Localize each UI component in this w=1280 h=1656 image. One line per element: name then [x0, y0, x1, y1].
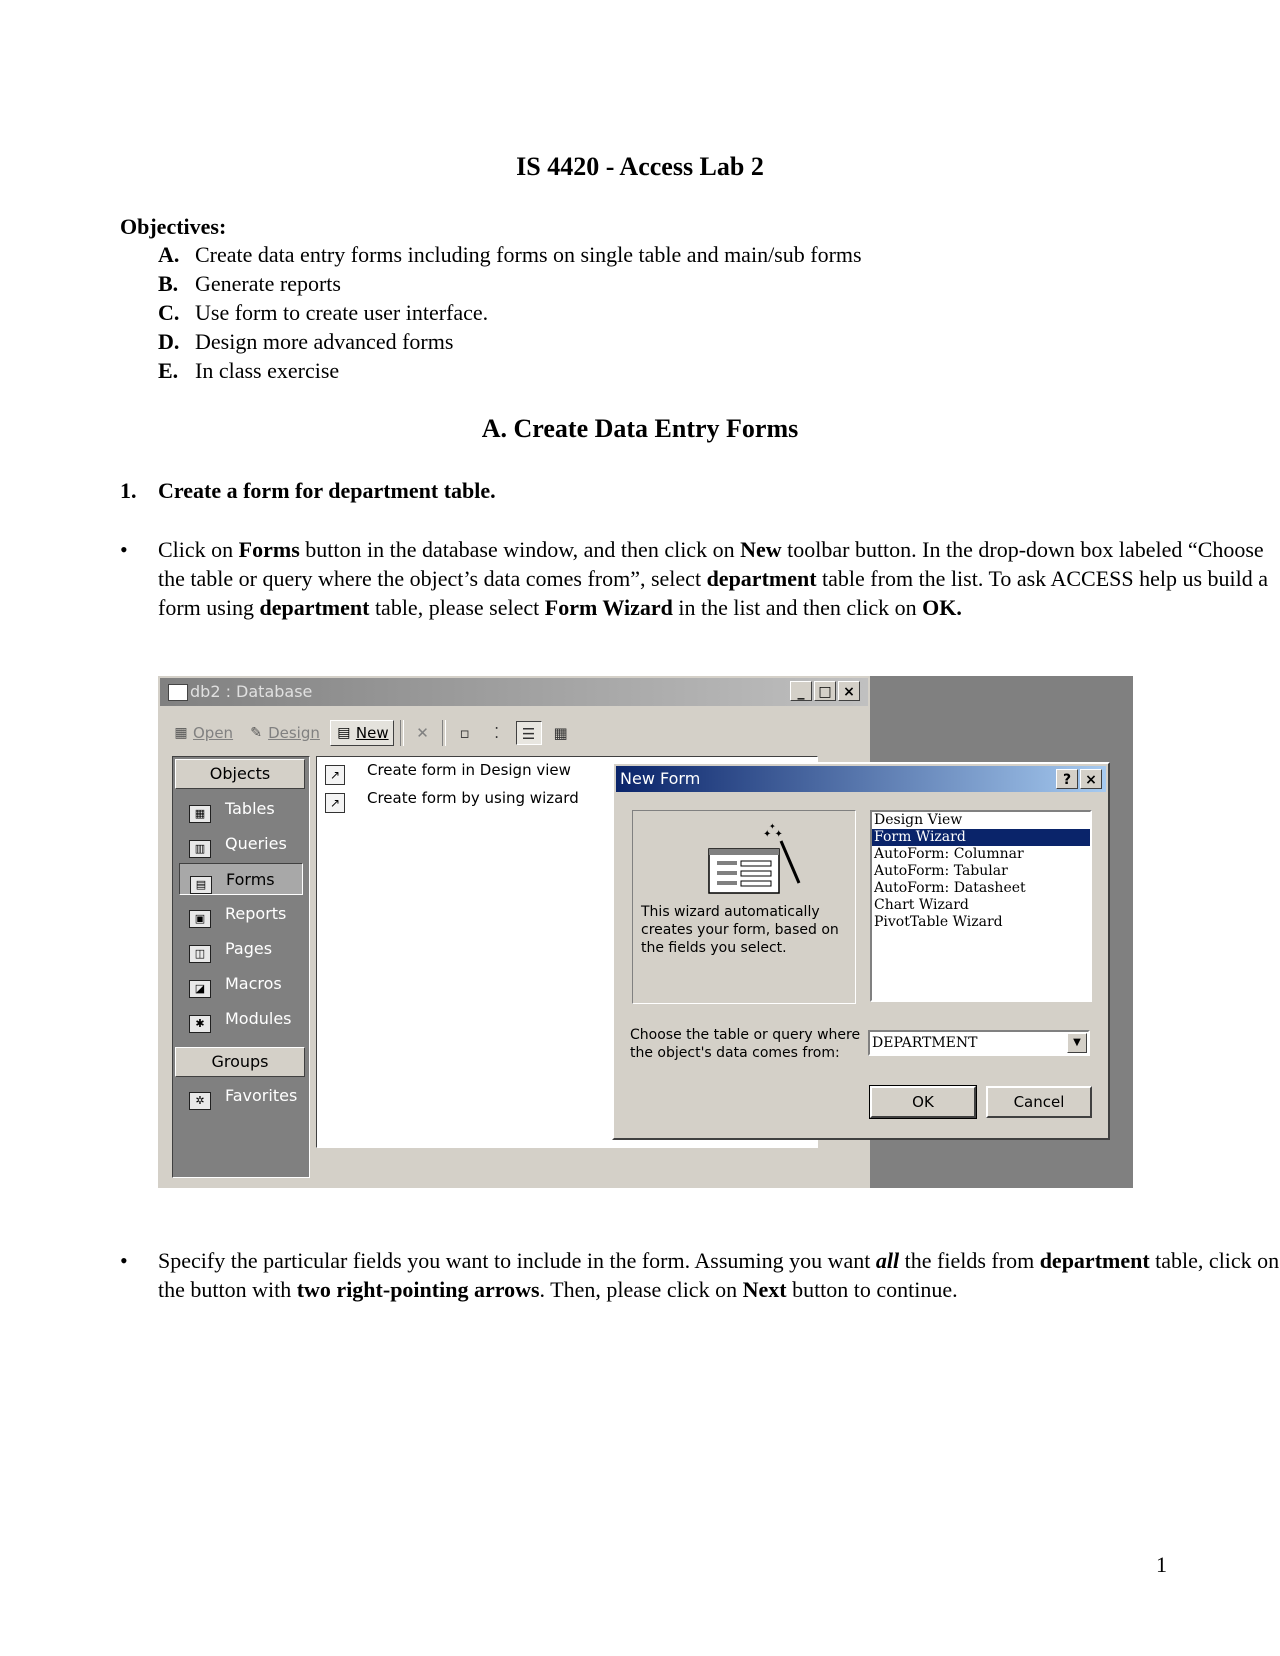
text-run: Specify the particular fields you want to include in the form. Assuming you want	[158, 1248, 876, 1273]
svg-text:✦: ✦	[769, 823, 776, 831]
instruction-text	[158, 1246, 1280, 1304]
form-type-option[interactable]: Design View	[874, 812, 963, 828]
chevron-down-icon[interactable]: ▼	[1067, 1033, 1087, 1053]
objectives-list	[158, 240, 862, 385]
ok-button[interactable]: OK	[870, 1086, 976, 1118]
objective-item	[158, 327, 862, 356]
objects-bar	[172, 756, 310, 1178]
object-label: Reports	[225, 904, 287, 923]
open-label: Open	[193, 724, 234, 742]
objective-item	[158, 269, 862, 298]
design-label: Design	[268, 724, 320, 742]
delete-icon[interactable]: ✕	[416, 724, 429, 742]
combo-value: DEPARTMENT	[872, 1035, 978, 1051]
objective-letter: C.	[158, 300, 180, 325]
bold-run: department	[706, 566, 817, 591]
objective-text: Create data entry forms including forms on single table and main/sub forms	[195, 242, 862, 267]
objectives-heading: Objectives:	[120, 214, 227, 239]
small-icons-icon[interactable]: ⁚	[494, 724, 499, 742]
favorites-icon: ✲	[189, 1092, 211, 1110]
step-text: Create a form for department table.	[158, 478, 496, 503]
objects-header-button[interactable]: Objects	[175, 759, 305, 789]
new-button[interactable]	[330, 720, 394, 746]
page-number: 1	[1156, 1552, 1167, 1577]
form-wizard-icon	[705, 823, 805, 895]
report-icon: ▣	[189, 910, 211, 928]
database-icon	[168, 684, 188, 701]
new-form-titlebar	[616, 766, 1106, 792]
object-label: Pages	[225, 939, 273, 958]
text-run: Click on	[158, 537, 239, 562]
group-label: Favorites	[225, 1086, 298, 1105]
section-title: A. Create Data Entry Forms	[481, 414, 799, 443]
help-button[interactable]: ?	[1056, 769, 1078, 789]
bold-run: department	[259, 595, 370, 620]
new-icon: ▤	[337, 725, 351, 741]
text-run: the fields from	[899, 1248, 1040, 1273]
access-screenshot	[158, 676, 1133, 1188]
object-queries[interactable]	[179, 828, 303, 860]
cancel-button[interactable]: Cancel	[986, 1086, 1092, 1118]
toolbar-separator	[442, 720, 446, 746]
open-icon: ▦	[174, 725, 188, 741]
form-type-option[interactable]: AutoForm: Columnar	[874, 846, 1024, 862]
wizard-description: This wizard automatically creates your form, based on the fields you select.	[641, 904, 839, 956]
form-type-option[interactable]: AutoForm: Datasheet	[874, 880, 1026, 896]
object-label: Macros	[225, 974, 282, 993]
text-run: button to continue.	[786, 1277, 958, 1302]
text-run: in the list and then click on	[672, 595, 923, 620]
design-icon: ✎	[250, 725, 262, 741]
database-titlebar	[160, 678, 868, 706]
maximize-button[interactable]: □	[814, 681, 836, 701]
bold-run: Forms	[238, 537, 300, 562]
object-pages[interactable]	[179, 933, 303, 965]
bold-run: department	[1039, 1248, 1150, 1273]
step-heading	[120, 478, 496, 504]
wizard-description-panel	[632, 810, 856, 1004]
objective-letter: E.	[158, 358, 179, 383]
query-icon: ▥	[189, 840, 211, 858]
page-icon: ◫	[189, 945, 211, 963]
bold-run: Next	[742, 1277, 787, 1302]
new-label: New	[355, 724, 389, 742]
objective-letter: A.	[158, 242, 180, 267]
object-label: Tables	[225, 799, 275, 818]
objective-text: Use form to create user interface.	[195, 300, 489, 325]
form-icon: ▤	[190, 876, 212, 894]
shortcut-icon: ↗	[325, 793, 345, 813]
object-modules[interactable]	[179, 1003, 303, 1035]
database-toolbar	[168, 716, 574, 750]
module-icon: ✱	[189, 1015, 211, 1033]
text-run: table, click on the button with	[158, 1248, 1280, 1302]
bullet-symbol: •	[120, 537, 128, 562]
object-forms[interactable]	[179, 863, 303, 895]
text-run: . Then, please click on	[539, 1277, 743, 1302]
macro-icon: ◪	[189, 980, 211, 998]
objective-item	[158, 298, 862, 327]
text-run: table, please select	[369, 595, 545, 620]
list-view-icon[interactable]: ☰	[516, 721, 542, 745]
text-run: table from the list. To ask ACCESS help us build a form using	[158, 566, 1269, 620]
objective-letter: D.	[158, 329, 180, 354]
toolbar-separator	[400, 720, 404, 746]
objective-text: Design more advanced forms	[195, 329, 454, 354]
object-label: Queries	[225, 834, 287, 853]
new-form-dialog	[612, 762, 1110, 1140]
objective-item	[158, 356, 862, 385]
bullet-symbol: •	[120, 1248, 128, 1273]
object-macros[interactable]	[179, 968, 303, 1000]
choose-table-label: Choose the table or query where the object's data comes from:	[630, 1027, 861, 1061]
instruction-text	[158, 535, 1280, 622]
form-type-option[interactable]: Chart Wizard	[874, 897, 969, 913]
objective-letter: B.	[158, 271, 179, 296]
open-button[interactable]	[168, 720, 237, 746]
design-button[interactable]	[243, 720, 324, 746]
group-favorites[interactable]	[179, 1080, 303, 1112]
database-window-title: db2 : Database	[190, 682, 313, 701]
step-number: 1.	[120, 478, 137, 503]
list-item-label: Create form by using wizard	[367, 789, 579, 807]
object-reports[interactable]	[179, 898, 303, 930]
list-item[interactable]	[325, 789, 579, 813]
groups-header-button[interactable]: Groups	[175, 1047, 305, 1077]
form-type-option-selected[interactable]: Form Wizard	[872, 829, 1090, 846]
objective-text: In class exercise	[195, 358, 340, 383]
dialog-close-button[interactable]: ×	[1080, 769, 1102, 789]
svg-text:✦ ✦: ✦ ✦	[763, 829, 783, 840]
objective-item	[158, 240, 862, 269]
text-run: button in the database window, and then click on	[299, 537, 741, 562]
text-run: toolbar button. In the drop-down box labeled “Choose the table or query where the object’s data comes from”, select	[158, 537, 1264, 591]
form-type-list[interactable]	[870, 810, 1092, 1002]
table-query-combo[interactable]	[868, 1030, 1090, 1056]
list-item[interactable]	[325, 761, 571, 785]
bold-run: New	[740, 537, 782, 562]
objective-text: Generate reports	[195, 271, 341, 296]
form-type-option[interactable]: AutoForm: Tabular	[874, 863, 1008, 879]
new-form-title: New Form	[620, 769, 701, 788]
object-tables[interactable]	[179, 793, 303, 825]
bold-italic-run: all	[875, 1248, 900, 1273]
large-icons-icon[interactable]: ▫	[459, 724, 470, 742]
bold-run: OK.	[922, 595, 962, 620]
shortcut-icon: ↗	[325, 765, 345, 785]
minimize-button[interactable]: _	[790, 681, 812, 701]
table-icon: ▦	[189, 805, 211, 823]
object-label: Forms	[226, 870, 275, 889]
bold-run: Form Wizard	[544, 595, 673, 620]
bold-run: two right-pointing arrows	[296, 1277, 540, 1302]
list-item-label: Create form in Design view	[367, 761, 571, 779]
details-view-icon[interactable]: ▦	[553, 724, 568, 742]
object-label: Modules	[225, 1009, 292, 1028]
close-button[interactable]: ×	[838, 681, 860, 701]
document-title: IS 4420 - Access Lab 2	[516, 152, 764, 181]
form-type-option[interactable]: PivotTable Wizard	[874, 914, 1003, 930]
